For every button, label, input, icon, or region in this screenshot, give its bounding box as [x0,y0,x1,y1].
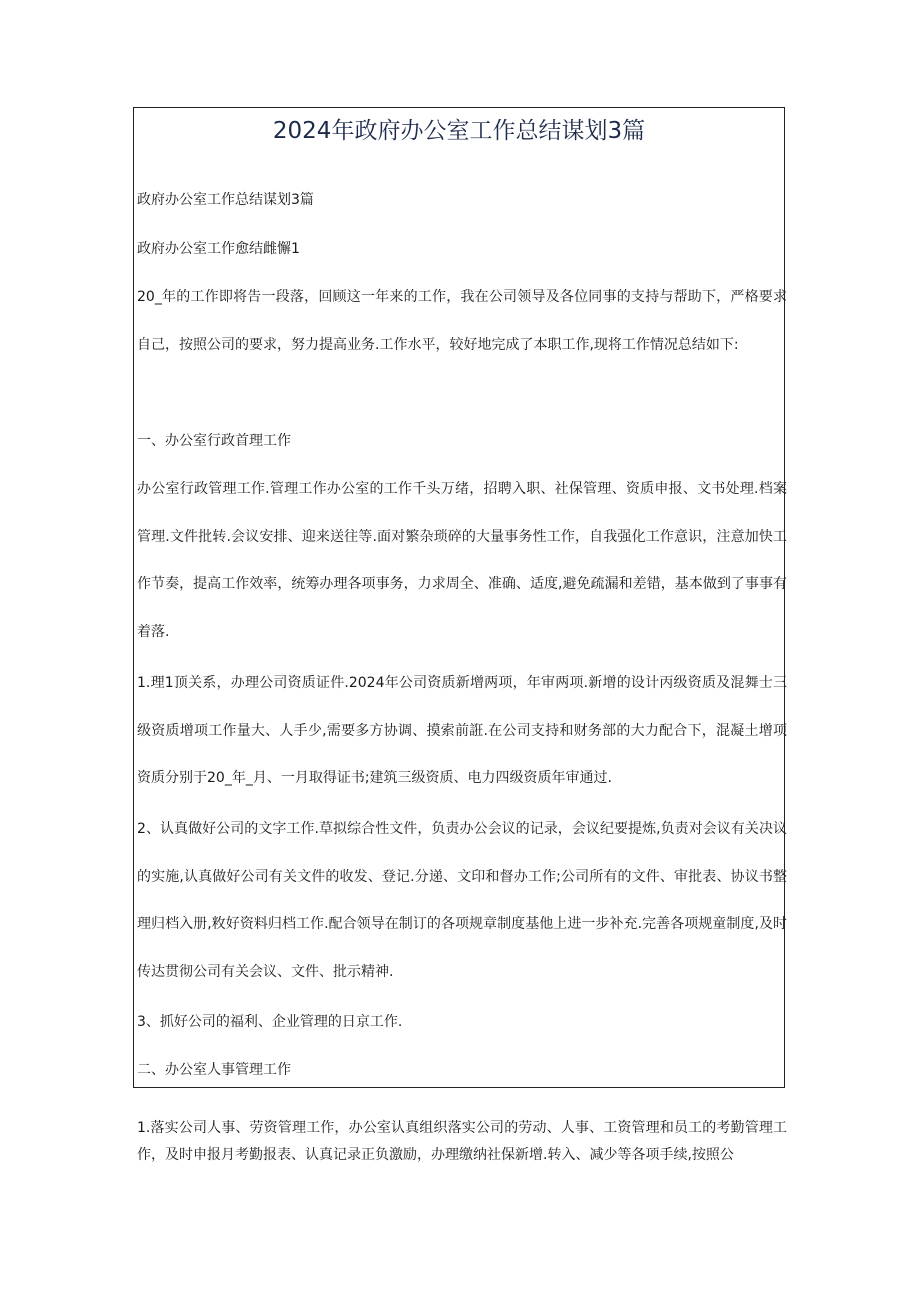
section-label: 政府办公室工作愈结雌懈1 [137,241,300,257]
document-title: 2024年政府办公室工作总结谋划3篇 [272,118,646,144]
heading-admin-management: 一、办公室行政首理工作 [137,433,291,449]
item-one-paragraph: 1.理1顶关系，办理公司资质证件.2024年公司资质新增两项，年审两项.新增的设计丙级资质及混舞士三级资质增项工作量大、人手少,需要多方协调、摸索前誑.在公司支持和财务部的大力配合下，混凝土增项资质分别于20_年_月、一月取得证书;建筑三级资质、电力四级资质年审通过. [137,675,787,786]
after-frame-paragraph: 1.落实公司人事、劳资管理工作，办公室认真组织落实公司的劳动、人事、工资管理和员工的考勤管理工作，及时申报月考勤报表、认真记录正负激励，办理缴纳社保新增.转入、减少等各项手续,按照公 [137,1120,787,1163]
document-subtitle: 政府办公室工作总结谋划3篇 [137,192,314,208]
item-three-paragraph: 3、抓好公司的福利、企业管理的日京工作. [137,1014,403,1030]
heading-personnel-management: 二、办公室人事管理工作 [137,1062,291,1078]
item-two-paragraph: 2、认真做好公司的文字工作.草拟综合性文件，负责办公会议的记录，会议纪要提炼,负责对会议有关决议的实施,认真做好公司有关文件的收发、登记.分递、文印和督办工作;公司所有的文件、审批表、协议书整理归档入册,敉好资料归档工作.配合领导在制订的各项规章制度基他上进一步补充.完善各项规童制度,及时传达贯彻公司有关会议、文件、批示精神. [137,821,787,980]
intro-paragraph: 20_年的工作即将告一段落，回顾这一年来的工作，我在公司领导及各位同事的支持与帮助下，严格要求自己，按照公司的要求，努力提高业务.工作水平，较好地完成了本职工作,现将工作情况总结如下: [137,289,787,353]
admin-paragraph: 办公室行政管理工作.管理工作办公室的工作千头万绪，招聘入职、社保管理、资质申报、文书处理.档案管理.文件批转.会议安排、迎来送往等.面对繁杂琐碎的大量事务性工作，自我强化工作意识，注意加快工作节奏，提高工作效率，统筹办理各项事务，力求周全、准确、适度,避免疏漏和差错，基本做到了事事有着落. [137,481,787,640]
